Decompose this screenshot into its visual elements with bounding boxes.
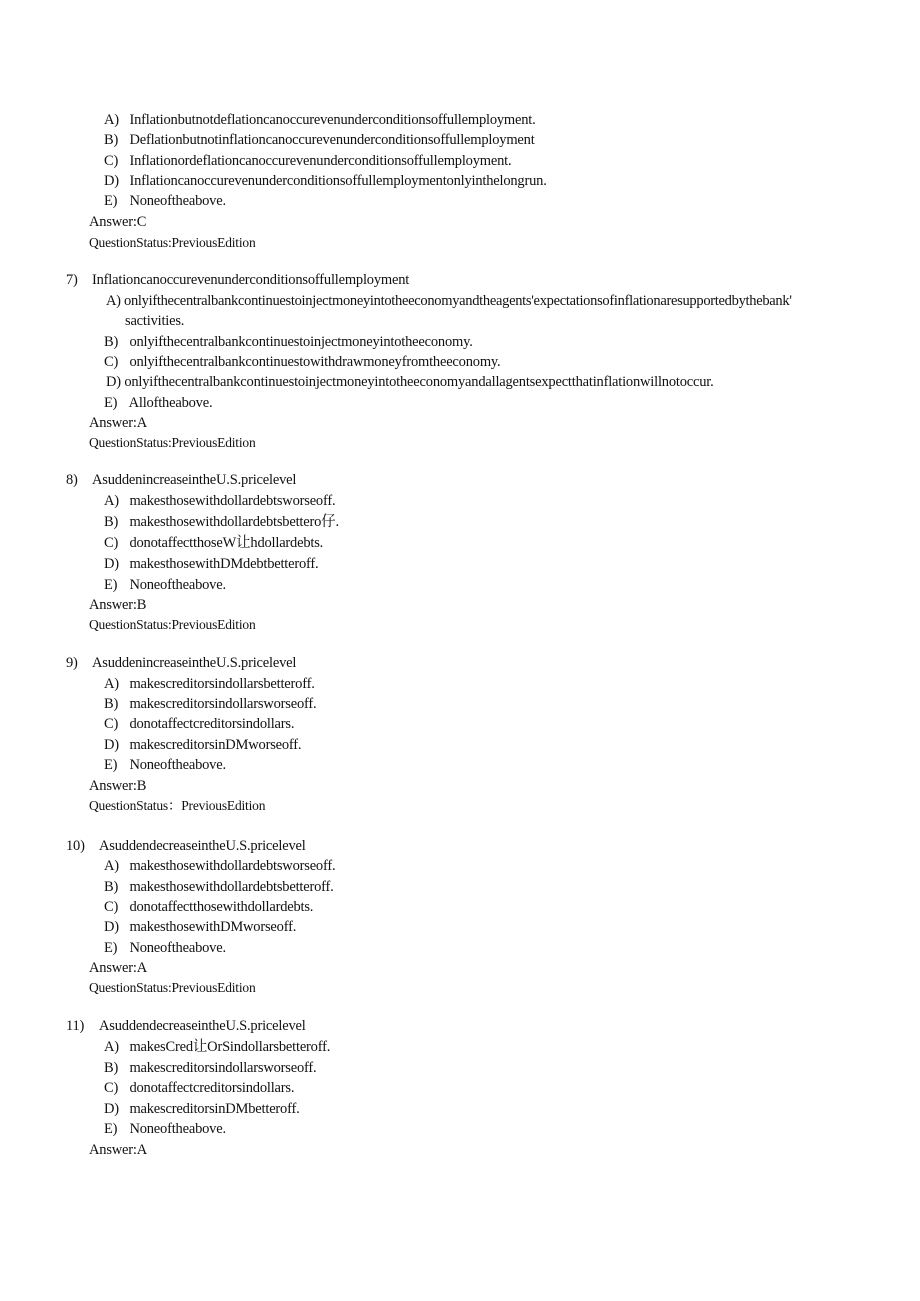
q6-option-e — [104, 192, 226, 210]
q7-status: QuestionStatus:PreviousEdition — [89, 435, 256, 450]
option-letter: A) — [104, 493, 119, 509]
question-number: 10) — [66, 838, 85, 854]
q11-option-a — [104, 1038, 330, 1056]
option-text: makescreditorsinDMworseoff. — [129, 737, 302, 753]
q10-option-d — [104, 918, 296, 936]
q11-option-b — [104, 1059, 316, 1077]
option-text: donotaffectthosewithdollardebts. — [129, 899, 314, 915]
question-stem: AsuddenincreaseintheU.S.pricelevel — [92, 472, 297, 488]
option-letter: C) — [104, 535, 119, 551]
question-stem: AsuddenincreaseintheU.S.pricelevel — [92, 655, 297, 671]
option-text: Deflationbutnotinflationcanoccurevenunderconditionsoffullemployment — [129, 132, 535, 148]
q10-option-c — [104, 898, 313, 916]
q8-option-b — [104, 513, 339, 531]
option-letter: A) — [104, 112, 119, 128]
q10-option-a — [104, 857, 335, 875]
option-letter: C) — [104, 153, 119, 169]
q11-option-e — [104, 1120, 226, 1138]
question-stem: Inflationcanoccurevenunderconditionsoffullemployment — [92, 272, 410, 288]
option-letter: E) — [104, 395, 118, 411]
option-text: makesthosewithDMworseoff. — [129, 919, 297, 935]
q8-stem — [66, 471, 296, 489]
q7-option-a-line1: A) onlyifthecentralbankcontinuestoinjectmoneyintotheeconomyandtheagents'expectationsofinflationaresupportedbythebank' — [106, 293, 792, 309]
option-letter: B) — [104, 696, 119, 712]
question-number: 9) — [66, 655, 78, 671]
option-text: onlyifthecentralbankcontinuestowithdrawmoneyfromtheeconomy. — [129, 354, 501, 370]
q9-option-d — [104, 736, 301, 754]
q10-option-e — [104, 939, 226, 957]
question-stem: AsuddendecreaseintheU.S.pricelevel — [99, 1018, 306, 1034]
option-letter: C) — [104, 899, 119, 915]
option-text: makesthosewithdollardebtsbetteroff. — [129, 879, 334, 895]
q10-stem — [66, 837, 306, 855]
option-letter: E) — [104, 757, 118, 773]
option-text: makescreditorsindollarsworseoff. — [129, 1060, 317, 1076]
option-text: makesthosewithdollardebtsbettero仔. — [129, 514, 339, 530]
q7-option-a-line2: sactivities. — [125, 313, 185, 329]
option-letter: C) — [104, 354, 119, 370]
option-text: donotaffectthoseW让hdollardebts. — [129, 535, 324, 551]
option-text: makesthosewithDMdebtbetteroff. — [129, 556, 319, 572]
q7-answer: Answer:A — [89, 415, 148, 431]
option-text: donotaffectcreditorsindollars. — [129, 716, 295, 732]
option-text: Alloftheabove. — [128, 395, 213, 411]
q9-status: QuestionStatus：PreviousEdition — [89, 798, 266, 813]
q9-option-b — [104, 695, 316, 713]
option-letter: D) — [104, 173, 119, 189]
option-letter: B) — [104, 334, 119, 350]
q8-option-a — [104, 492, 335, 510]
option-text: Inflationcanoccurevenunderconditionsoffullemploymentonlyinthelongrun. — [129, 173, 547, 189]
option-letter: C) — [104, 1080, 119, 1096]
option-letter: D) — [104, 556, 119, 572]
option-text: Noneoftheabove. — [129, 193, 226, 209]
option-letter: E) — [104, 193, 118, 209]
q8-option-d — [104, 555, 318, 573]
option-letter: B) — [104, 514, 119, 530]
q6-option-b — [104, 131, 535, 149]
q11-stem — [66, 1017, 306, 1035]
option-text: Noneoftheabove. — [129, 940, 226, 956]
q6-status: QuestionStatus:PreviousEdition — [89, 235, 256, 250]
q6-option-a — [104, 111, 536, 129]
question-stem: AsuddendecreaseintheU.S.pricelevel — [99, 838, 306, 854]
option-letter: B) — [104, 1060, 119, 1076]
question-number: 8) — [66, 472, 78, 488]
option-letter: A) — [104, 1039, 119, 1055]
option-letter: D) — [104, 737, 119, 753]
option-text: Noneoftheabove. — [129, 1121, 226, 1137]
question-number: 11) — [66, 1018, 85, 1034]
q6-option-d — [104, 172, 547, 190]
option-letter: E) — [104, 1121, 118, 1137]
q11-answer: Answer:A — [89, 1142, 148, 1158]
option-letter: D) — [104, 1101, 119, 1117]
q7-stem — [66, 271, 409, 289]
option-text: makescreditorsindollarsworseoff. — [129, 696, 317, 712]
q6-option-c — [104, 152, 511, 170]
option-text: makescreditorsindollarsbetteroff. — [129, 676, 315, 692]
option-letter: D) — [104, 919, 119, 935]
option-letter: E) — [104, 940, 118, 956]
q7-option-b — [104, 333, 473, 351]
question-number: 7) — [66, 272, 78, 288]
option-text: Noneoftheabove. — [129, 757, 226, 773]
option-letter: C) — [104, 716, 119, 732]
q9-option-e — [104, 756, 226, 774]
option-letter: B) — [104, 132, 119, 148]
option-letter: A) — [104, 676, 119, 692]
q10-answer: Answer:A — [89, 960, 148, 976]
option-text: donotaffectcreditorsindollars. — [129, 1080, 295, 1096]
q9-answer: Answer:B — [89, 778, 147, 794]
option-text: makesthosewithdollardebtsworseoff. — [129, 858, 336, 874]
q9-option-c — [104, 715, 294, 733]
q8-status: QuestionStatus:PreviousEdition — [89, 617, 256, 632]
q8-option-e — [104, 576, 226, 594]
q11-option-c — [104, 1079, 294, 1097]
q7-option-c — [104, 353, 500, 371]
q7-option-d: D) onlyifthecentralbankcontinuestoinjectmoneyintotheeconomyandallagentsexpectthatinflationwillnotoccur. — [106, 374, 714, 390]
option-text: Inflationordeflationcanoccurevenunderconditionsoffullemployment. — [129, 153, 512, 169]
q10-status: QuestionStatus:PreviousEdition — [89, 980, 256, 995]
q6-answer: Answer:C — [89, 214, 147, 230]
q9-option-a — [104, 675, 315, 693]
option-letter: B) — [104, 879, 119, 895]
option-text: makescreditorsinDMbetteroff. — [129, 1101, 300, 1117]
option-text: onlyifthecentralbankcontinuestoinjectmoneyintotheeconomy. — [129, 334, 473, 350]
option-text: makesthosewithdollardebtsworseoff. — [129, 493, 336, 509]
q8-answer: Answer:B — [89, 597, 147, 613]
q8-option-c — [104, 534, 323, 552]
option-letter: A) — [104, 858, 119, 874]
option-letter: E) — [104, 577, 118, 593]
option-text: Noneoftheabove. — [129, 577, 226, 593]
q9-stem — [66, 654, 296, 672]
option-text: Inflationbutnotdeflationcanoccurevenunderconditionsoffullemployment. — [129, 112, 536, 128]
q11-option-d — [104, 1100, 300, 1118]
q10-option-b — [104, 878, 334, 896]
q7-option-e — [104, 394, 212, 412]
option-text: makesCred让OrSindollarsbetteroff. — [129, 1039, 331, 1055]
